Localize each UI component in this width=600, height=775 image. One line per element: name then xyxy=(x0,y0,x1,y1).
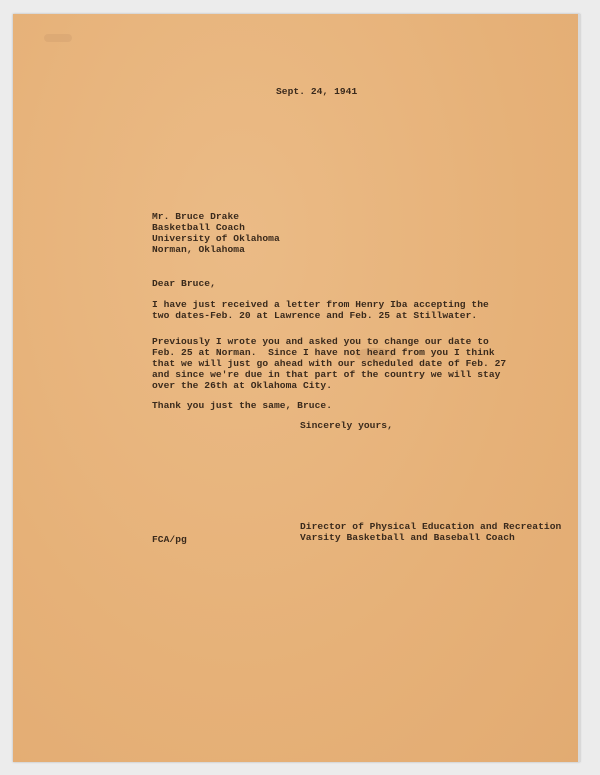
signature-title-line: Varsity Basketball and Baseball Coach xyxy=(300,532,515,543)
paragraph2-line: and since we're due in that part of the country we will stay xyxy=(152,369,501,380)
closing: Sincerely yours, xyxy=(300,420,393,431)
address-line-title: Basketball Coach xyxy=(152,222,245,233)
page-edge xyxy=(578,14,581,762)
paragraph2-line: that we will just go ahead with our scheduled date of Feb. 27 xyxy=(152,358,507,369)
address-line-city: Norman, Oklahoma xyxy=(152,244,245,255)
salutation: Dear Bruce, xyxy=(152,278,216,289)
address-line-institution: University of Oklahoma xyxy=(152,233,280,244)
paragraph2-line: Previously I wrote you and asked you to change our date to xyxy=(152,336,489,347)
faint-pencil-mark xyxy=(44,34,72,42)
paragraph1-line: I have just received a letter from Henry Iba accepting the xyxy=(152,299,489,310)
reference-initials: FCA/pg xyxy=(152,534,187,545)
address-line-name: Mr. Bruce Drake xyxy=(152,211,240,222)
paragraph3: Thank you just the same, Bruce. xyxy=(152,400,333,411)
signature-title-line: Director of Physical Education and Recreation xyxy=(300,521,562,532)
paragraph2-line: over the 26th at Oklahoma City. xyxy=(152,380,333,391)
paragraph2-line: Feb. 25 at Norman. Since I have not heard from you I think xyxy=(152,347,495,358)
letter-date: Sept. 24, 1941 xyxy=(276,86,358,97)
paragraph1-line: two dates-Feb. 20 at Lawrence and Feb. 25 at Stillwater. xyxy=(152,310,478,321)
